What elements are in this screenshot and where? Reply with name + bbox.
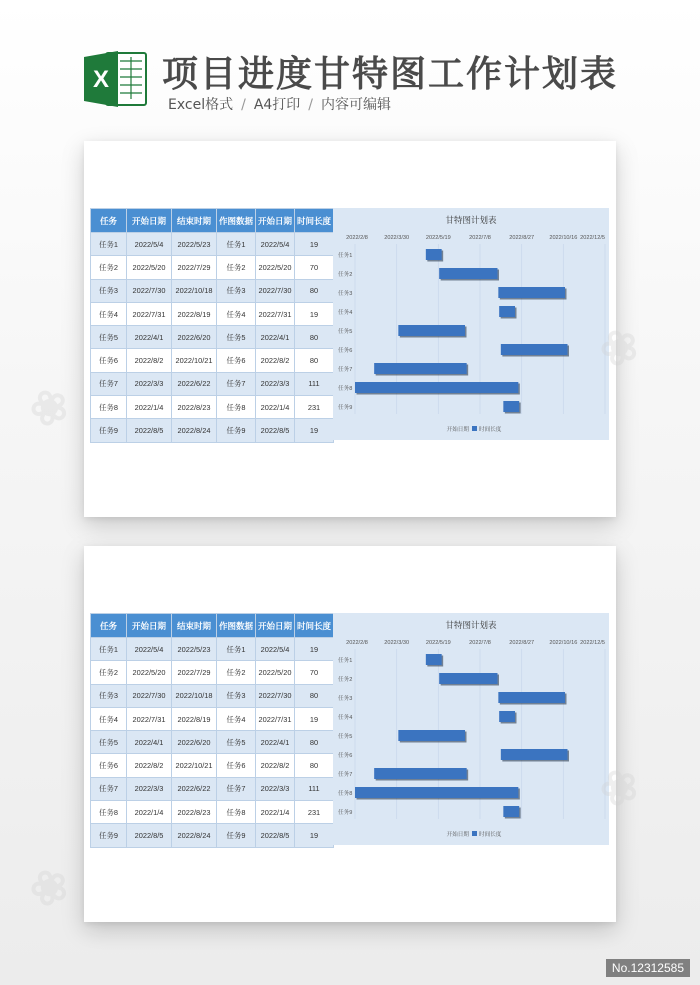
table-row	[91, 801, 334, 824]
y-category-label: 任务2	[338, 677, 353, 683]
table-cell[interactable]: 任务4	[91, 302, 127, 325]
table-cell[interactable]: 任务3	[217, 279, 256, 302]
table-cell[interactable]: 任务4	[217, 302, 256, 325]
table-cell[interactable]: 2022/10/18	[172, 279, 217, 302]
table-cell[interactable]: 2022/7/31	[127, 302, 172, 325]
gantt-bar[interactable]	[439, 268, 497, 279]
column-header: 结束时期	[172, 209, 217, 233]
table-cell[interactable]: 2022/5/23	[172, 233, 217, 256]
table-cell[interactable]: 80	[295, 349, 334, 372]
table-row	[91, 638, 334, 661]
sheet-preview-2	[84, 546, 616, 922]
table-cell[interactable]: 任务9	[217, 419, 256, 442]
table-cell[interactable]: 231	[295, 801, 334, 824]
table-cell[interactable]: 19	[295, 638, 334, 661]
table-cell[interactable]: 2022/10/21	[172, 754, 217, 777]
table-cell[interactable]: 80	[295, 279, 334, 302]
gantt-bar[interactable]	[499, 711, 515, 722]
table-cell[interactable]: 任务6	[91, 754, 127, 777]
legend-label-start: 开始日期	[446, 427, 469, 433]
table-cell[interactable]: 70	[295, 661, 334, 684]
table-cell[interactable]: 19	[295, 233, 334, 256]
gantt-bar[interactable]	[501, 344, 568, 355]
table-cell[interactable]: 2022/6/22	[172, 777, 217, 800]
table-cell[interactable]: 2022/5/4	[256, 638, 295, 661]
watermark-logo-icon: ❀	[20, 854, 78, 920]
table-body	[91, 233, 334, 443]
gantt-bar[interactable]	[355, 382, 518, 393]
table-cell[interactable]: 2022/7/29	[172, 256, 217, 279]
table-row	[91, 302, 334, 325]
gantt-bar[interactable]	[501, 749, 568, 760]
table-row	[91, 661, 334, 684]
table-cell[interactable]: 2022/10/21	[172, 349, 217, 372]
y-category-label: 任务5	[338, 734, 353, 740]
legend-swatch	[472, 426, 477, 431]
y-category-label: 任务7	[338, 367, 353, 373]
column-header: 结束时期	[172, 614, 217, 638]
table-cell[interactable]: 2022/5/20	[256, 661, 295, 684]
table-cell[interactable]: 2022/7/31	[256, 302, 295, 325]
gantt-bar[interactable]	[503, 806, 519, 817]
table-cell[interactable]: 2022/8/5	[256, 824, 295, 847]
x-tick-label: 2022/8/27	[509, 235, 535, 241]
table-row	[91, 419, 334, 442]
table-cell[interactable]: 任务1	[217, 638, 256, 661]
table-cell[interactable]: 2022/8/19	[172, 302, 217, 325]
task-table	[90, 613, 334, 848]
column-header: 时间长度	[295, 614, 334, 638]
table-cell[interactable]: 任务2	[217, 661, 256, 684]
y-category-label: 任务4	[338, 715, 353, 721]
table-cell[interactable]: 80	[295, 754, 334, 777]
table-row	[91, 396, 334, 419]
table-cell[interactable]: 2022/3/3	[127, 777, 172, 800]
gantt-bar[interactable]	[503, 401, 519, 412]
excel-icon	[84, 49, 148, 109]
table-cell[interactable]: 2022/6/20	[172, 731, 217, 754]
table-cell[interactable]: 2022/7/31	[127, 707, 172, 730]
table-cell[interactable]: 任务9	[217, 824, 256, 847]
x-tick-label: 2022/5/19	[425, 235, 451, 241]
x-tick-label: 2022/3/30	[384, 640, 410, 646]
table-cell[interactable]: 2022/7/30	[256, 684, 295, 707]
table-cell[interactable]: 2022/4/1	[127, 731, 172, 754]
table-row	[91, 233, 334, 256]
table-cell[interactable]: 2022/8/5	[256, 419, 295, 442]
table-cell[interactable]: 2022/8/2	[127, 349, 172, 372]
chart-title: 甘特图计划表	[445, 620, 497, 630]
table-cell[interactable]: 任务5	[217, 731, 256, 754]
table-cell[interactable]: 2022/5/4	[127, 638, 172, 661]
table-cell[interactable]: 任务9	[91, 824, 127, 847]
gantt-svg	[333, 208, 609, 440]
table-cell[interactable]: 2022/4/1	[127, 326, 172, 349]
table-cell[interactable]: 任务4	[217, 707, 256, 730]
table-cell[interactable]: 2022/10/18	[172, 684, 217, 707]
table-body	[91, 638, 334, 848]
gantt-bar[interactable]	[398, 730, 465, 741]
watermark-logo-icon: ❀	[590, 754, 648, 820]
y-category-label: 任务2	[338, 272, 353, 278]
table-cell[interactable]: 19	[295, 302, 334, 325]
table-cell[interactable]: 2022/5/20	[127, 661, 172, 684]
table-cell[interactable]: 任务1	[217, 233, 256, 256]
table-cell[interactable]: 2022/6/22	[172, 372, 217, 395]
table-cell[interactable]: 2022/5/20	[256, 256, 295, 279]
table-cell[interactable]: 任务1	[91, 638, 127, 661]
table-cell[interactable]: 2022/7/30	[127, 279, 172, 302]
column-header: 开始日期	[256, 614, 295, 638]
table-cell[interactable]: 任务6	[217, 754, 256, 777]
table-cell[interactable]: 任务3	[91, 279, 127, 302]
sheet-preview-1	[84, 141, 616, 517]
y-category-label: 任务6	[338, 348, 353, 354]
table-row	[91, 372, 334, 395]
table-row	[91, 754, 334, 777]
table-cell[interactable]: 任务2	[217, 256, 256, 279]
gantt-bar[interactable]	[498, 692, 565, 703]
table-cell[interactable]: 任务7	[91, 777, 127, 800]
table-cell[interactable]: 2022/3/3	[127, 372, 172, 395]
table-cell[interactable]: 2022/8/5	[127, 419, 172, 442]
table-cell[interactable]: 任务3	[91, 684, 127, 707]
table-cell[interactable]: 2022/8/2	[256, 349, 295, 372]
table-cell[interactable]: 2022/3/3	[256, 372, 295, 395]
table-cell[interactable]: 任务8	[91, 396, 127, 419]
gantt-bar[interactable]	[498, 287, 565, 298]
subtitle-line	[168, 94, 391, 114]
y-category-label: 任务8	[338, 791, 353, 797]
y-category-label: 任务3	[338, 696, 353, 702]
table-cell[interactable]: 任务8	[217, 801, 256, 824]
table-cell[interactable]: 2022/1/4	[256, 801, 295, 824]
subtitle-format: Excel格式	[168, 97, 234, 113]
table-cell[interactable]: 2022/5/4	[127, 233, 172, 256]
table-cell[interactable]: 2022/1/4	[256, 396, 295, 419]
table-cell[interactable]: 任务7	[91, 372, 127, 395]
table-cell[interactable]: 任务7	[217, 372, 256, 395]
legend-label-duration: 时间长度	[479, 427, 502, 433]
column-header: 任务	[91, 209, 127, 233]
table-cell[interactable]: 19	[295, 824, 334, 847]
column-header: 开始日期	[127, 209, 172, 233]
table-cell[interactable]: 任务8	[217, 396, 256, 419]
page-header	[84, 44, 644, 124]
table-cell[interactable]: 任务4	[91, 707, 127, 730]
y-category-label: 任务9	[338, 405, 353, 411]
table-row	[91, 824, 334, 847]
y-category-label: 任务8	[338, 386, 353, 392]
subtitle-separator: /	[241, 97, 246, 113]
table-cell[interactable]: 任务2	[91, 661, 127, 684]
gantt-bar[interactable]	[355, 787, 518, 798]
table-row	[91, 731, 334, 754]
y-category-label: 任务9	[338, 810, 353, 816]
y-category-label: 任务4	[338, 310, 353, 316]
gantt-bar[interactable]	[374, 768, 467, 779]
table-cell[interactable]: 任务2	[91, 256, 127, 279]
y-category-label: 任务7	[338, 772, 353, 778]
table-cell[interactable]: 2022/5/23	[172, 638, 217, 661]
excel-icon-letter: X	[92, 66, 110, 93]
table-header-row	[91, 614, 334, 638]
x-tick-label: 2022/2/8	[346, 640, 368, 646]
gantt-chart	[333, 208, 609, 440]
table-cell[interactable]: 任务9	[91, 419, 127, 442]
y-category-label: 任务6	[338, 753, 353, 759]
table-cell[interactable]: 任务6	[91, 349, 127, 372]
table-row	[91, 256, 334, 279]
table-cell[interactable]: 80	[295, 326, 334, 349]
table-cell[interactable]: 111	[295, 372, 334, 395]
column-header: 时间长度	[295, 209, 334, 233]
table-row	[91, 349, 334, 372]
y-category-label: 任务1	[338, 658, 353, 664]
table-cell[interactable]: 2022/5/4	[256, 233, 295, 256]
legend-label-duration: 时间长度	[479, 832, 502, 838]
table-header-row	[91, 209, 334, 233]
page-title: 项目进度甘特图工作计划表	[162, 54, 619, 95]
table-cell[interactable]: 80	[295, 684, 334, 707]
column-header: 作图数据	[217, 209, 256, 233]
table-row	[91, 279, 334, 302]
table-cell[interactable]: 2022/7/30	[256, 279, 295, 302]
table-cell[interactable]: 任务5	[217, 326, 256, 349]
x-tick-label: 2022/2/8	[346, 235, 368, 241]
table-cell[interactable]: 任务8	[91, 801, 127, 824]
x-tick-label: 2022/3/30	[384, 235, 410, 241]
table-row	[91, 684, 334, 707]
table-row	[91, 777, 334, 800]
table-cell[interactable]: 2022/5/20	[127, 256, 172, 279]
x-tick-label: 2022/8/27	[509, 640, 535, 646]
table-cell[interactable]: 2022/1/4	[127, 396, 172, 419]
gantt-bar[interactable]	[426, 249, 442, 260]
column-header: 开始日期	[127, 614, 172, 638]
x-tick-label: 2022/7/8	[469, 640, 491, 646]
table-cell[interactable]: 231	[295, 396, 334, 419]
table-cell[interactable]: 2022/8/23	[172, 801, 217, 824]
table-row	[91, 326, 334, 349]
gantt-bar[interactable]	[499, 306, 515, 317]
table-cell[interactable]: 19	[295, 707, 334, 730]
subtitle-separator: /	[308, 97, 314, 113]
x-tick-label: 2022/10/16	[549, 640, 578, 646]
x-tick-label: 2022/12/5	[580, 640, 605, 646]
table-cell[interactable]: 2022/8/5	[127, 824, 172, 847]
table-cell[interactable]: 2022/7/31	[256, 707, 295, 730]
table-cell[interactable]: 80	[295, 731, 334, 754]
table-cell[interactable]: 任务3	[217, 684, 256, 707]
subtitle-editable: 内容可编辑	[321, 97, 392, 113]
table-cell[interactable]: 2022/8/23	[172, 396, 217, 419]
table-cell[interactable]: 2022/8/24	[172, 824, 217, 847]
x-tick-label: 2022/10/16	[549, 235, 578, 241]
column-header: 开始日期	[256, 209, 295, 233]
table-cell[interactable]: 111	[295, 777, 334, 800]
table-cell[interactable]: 任务6	[217, 349, 256, 372]
table-cell[interactable]: 2022/3/3	[256, 777, 295, 800]
x-tick-label: 2022/12/5	[580, 235, 605, 241]
x-tick-label: 2022/5/19	[425, 640, 451, 646]
subtitle-print: A4打印	[253, 97, 301, 113]
table-cell[interactable]: 任务1	[91, 233, 127, 256]
column-header: 任务	[91, 614, 127, 638]
table-cell[interactable]: 任务7	[217, 777, 256, 800]
watermark-id: No.12312585	[606, 959, 690, 977]
y-category-label: 任务3	[338, 291, 353, 297]
legend-label-start: 开始日期	[446, 832, 469, 838]
watermark-logo-icon: ❀	[590, 314, 648, 380]
table-cell[interactable]: 2022/4/1	[256, 731, 295, 754]
table-cell[interactable]: 2022/8/19	[172, 707, 217, 730]
task-table	[90, 208, 334, 443]
table-cell[interactable]: 2022/7/30	[127, 684, 172, 707]
gantt-bar[interactable]	[439, 673, 497, 684]
gantt-chart	[333, 613, 609, 845]
y-category-label: 任务1	[338, 253, 353, 259]
table-cell[interactable]: 2022/6/20	[172, 326, 217, 349]
table-cell[interactable]: 任务5	[91, 731, 127, 754]
column-header: 作图数据	[217, 614, 256, 638]
table-cell[interactable]: 70	[295, 256, 334, 279]
gantt-svg	[333, 613, 609, 845]
table-cell[interactable]: 2022/7/29	[172, 661, 217, 684]
table-cell[interactable]: 2022/1/4	[127, 801, 172, 824]
table-cell[interactable]: 2022/4/1	[256, 326, 295, 349]
table-cell[interactable]: 19	[295, 419, 334, 442]
gantt-bar[interactable]	[398, 325, 465, 336]
table-cell[interactable]: 任务5	[91, 326, 127, 349]
watermark-logo-icon: ❀	[20, 374, 78, 440]
x-tick-label: 2022/7/8	[469, 235, 491, 241]
table-cell[interactable]: 2022/8/2	[256, 754, 295, 777]
chart-title: 甘特图计划表	[445, 215, 497, 225]
table-cell[interactable]: 2022/8/2	[127, 754, 172, 777]
table-row	[91, 707, 334, 730]
table-cell[interactable]: 2022/8/24	[172, 419, 217, 442]
gantt-bar[interactable]	[426, 654, 442, 665]
legend-swatch	[472, 831, 477, 836]
y-category-label: 任务5	[338, 329, 353, 335]
gantt-bar[interactable]	[374, 363, 467, 374]
